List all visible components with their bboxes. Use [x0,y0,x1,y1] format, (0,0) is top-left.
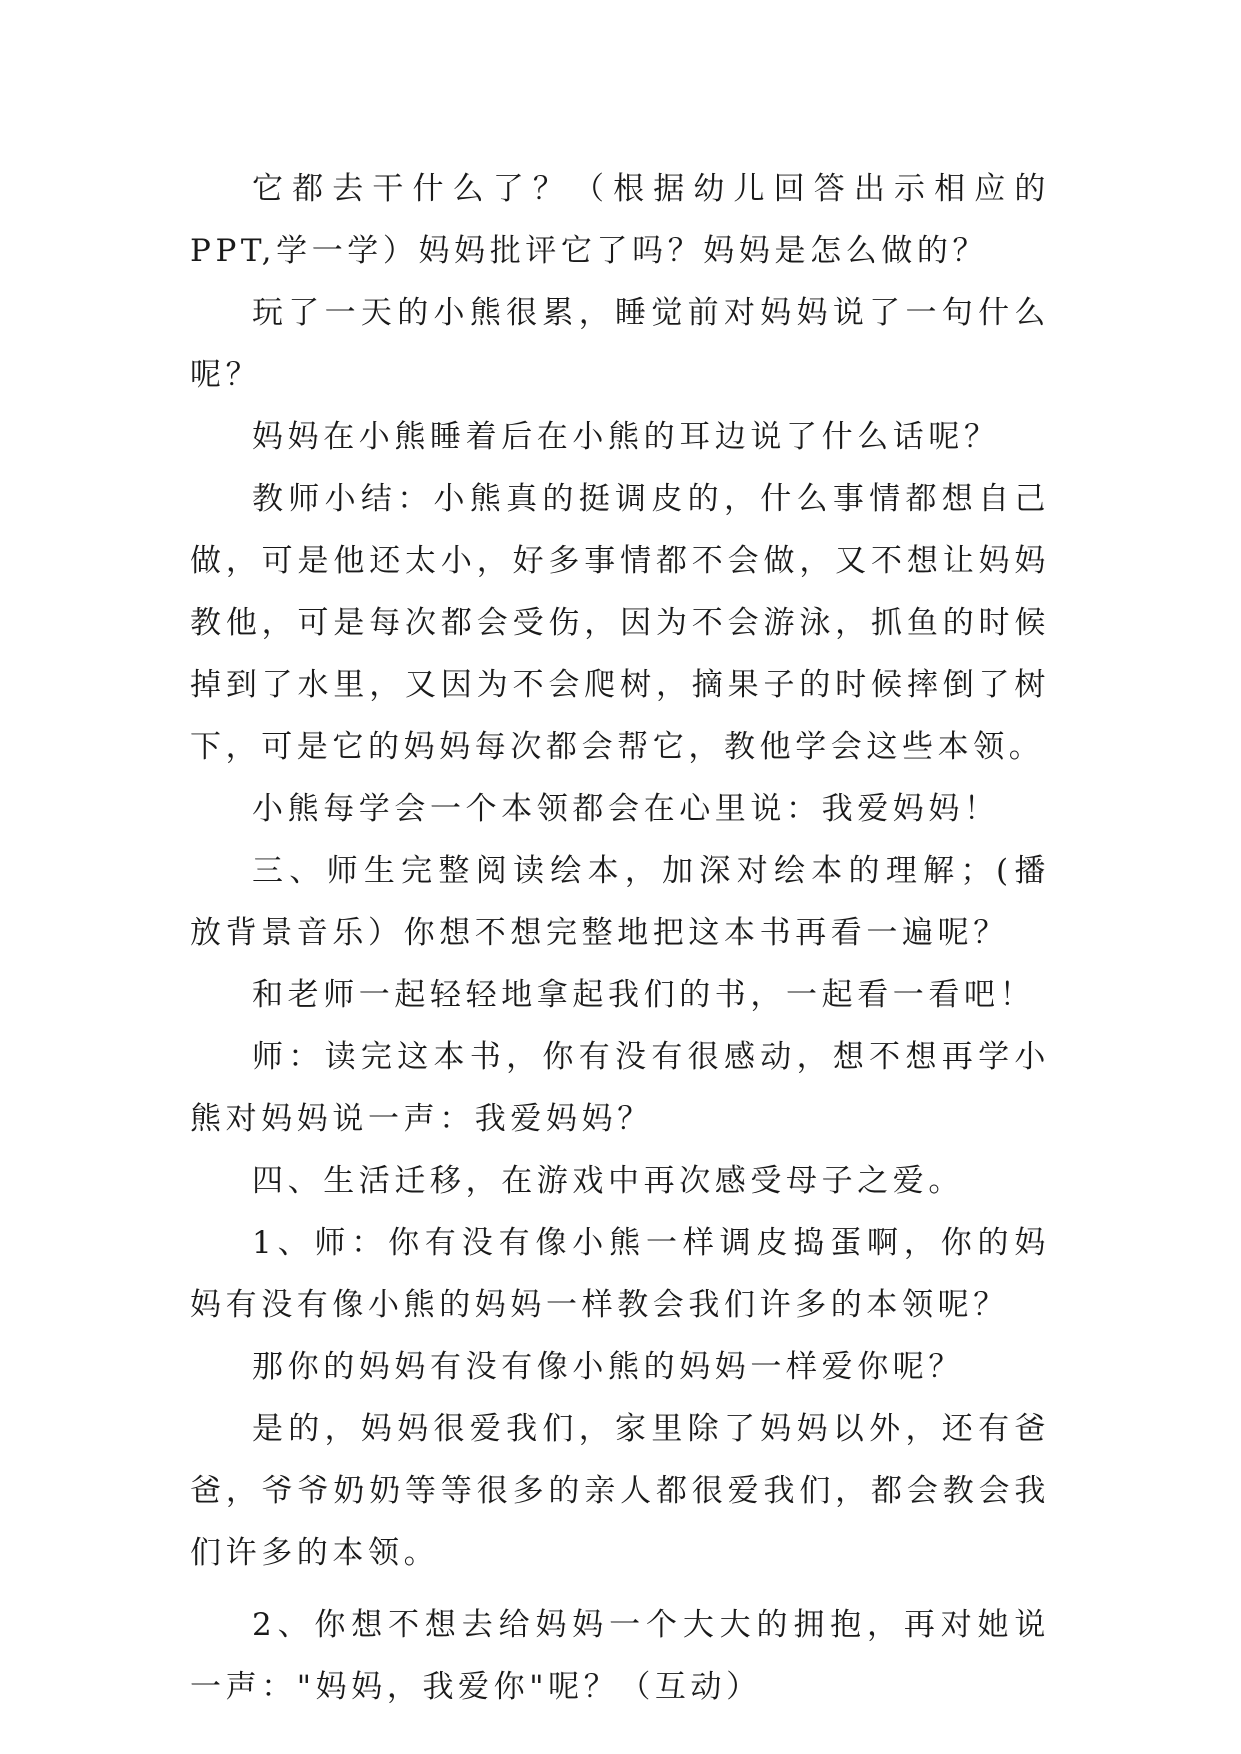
paragraph: 妈妈在小熊睡着后在小熊的耳边说了什么话呢？ [252,419,1000,455]
paragraph: 三、师生完整阅读绘本，加深对绘本的理解；(播放背景音乐）你想不想完整地把这本书再看一遍呢？ [190,853,1050,951]
paragraph: 四、生活迁移，在游戏中再次感受母子之爱。 [252,1163,964,1199]
document-body [190,158,1050,1718]
paragraph: 玩了一天的小熊很累，睡觉前对妈妈说了一句什么呢？ [190,295,1050,393]
paragraph: 1、师：你有没有像小熊一样调皮捣蛋啊，你的妈妈有没有像小熊的妈妈一样教会我们许多的本领呢？ [190,1225,1050,1323]
paragraph: 是的，妈妈很爱我们，家里除了妈妈以外，还有爸爸，爷爷奶奶等等很多的亲人都很爱我们，都会教会我们许多的本领。 [190,1411,1050,1571]
paragraph: 小熊每学会一个本领都会在心里说：我爱妈妈！ [252,791,1000,827]
paragraph: 那你的妈妈有没有像小熊的妈妈一样爱你呢？ [252,1349,964,1385]
paragraph: 它都去干什么了？（根据幼儿回答出示相应的PPT,学一学）妈妈批评它了吗？妈妈是怎么做的？ [190,171,1050,269]
paragraph: 和老师一起轻轻地拿起我们的书，一起看一看吧！ [252,977,1036,1013]
paragraph: 教师小结：小熊真的挺调皮的，什么事情都想自己做，可是他还太小，好多事情都不会做，又不想让妈妈教他，可是每次都会受伤，因为不会游泳，抓鱼的时候掉到了水里，又因为不会爬树，摘果子的时候摔倒了树下，可是它的妈妈每次都会帮它，教他学会这些本领。 [190,481,1050,765]
paragraph: 师：读完这本书，你有没有很感动，想不想再学小熊对妈妈说一声：我爱妈妈？ [190,1039,1050,1137]
paragraph: 2、你想不想去给妈妈一个大大的拥抱，再对她说一声："妈妈，我爱你"呢？（互动） [190,1607,1050,1705]
